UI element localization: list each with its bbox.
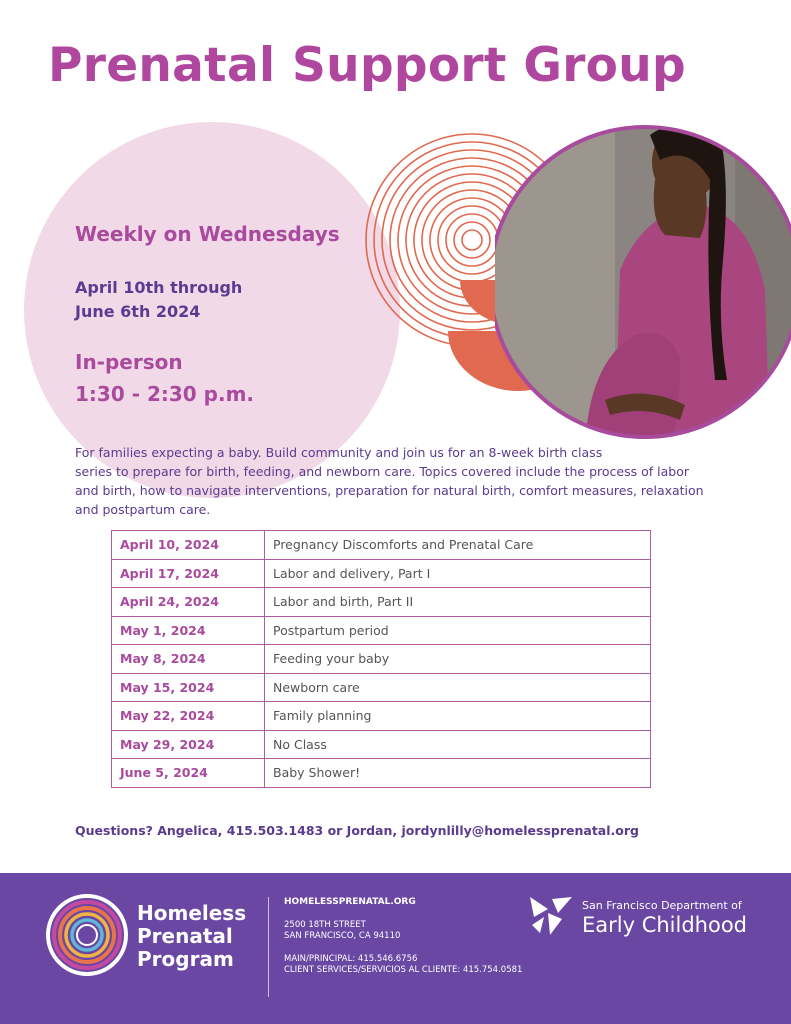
table-row [112,531,651,560]
sf-dec-logo-icon [528,895,576,937]
session-date: April 24, 2024 [112,588,265,617]
date-range-line: June 6th 2024 [75,302,201,321]
description-line: series to prepare for birth, feeding, and newborn care. Topics covered include the process of labor [75,464,689,479]
org-name [137,902,246,971]
org-phone-line: CLIENT SERVICES/SERVICIOS AL CLIENTE: 415.754.0581 [284,965,523,975]
org-name-line: Homeless [137,901,247,925]
date-range [75,276,242,324]
session-topic: Family planning [265,702,651,731]
session-topic: Labor and delivery, Part I [265,559,651,588]
table-row [112,559,651,588]
session-date: May 29, 2024 [112,730,265,759]
table-row [112,673,651,702]
footer-bar [0,873,791,1024]
session-topic: Postpartum period [265,616,651,645]
table-row [112,759,651,788]
table-row [112,645,651,674]
session-topic: Feeding your baby [265,645,651,674]
session-date: May 8, 2024 [112,645,265,674]
contact-questions: Questions? Angelica, 415.503.1483 or Jordan, jordynlilly@homelessprenatal.org [75,823,639,838]
description-line: and postpartum care. [75,502,211,517]
footer-divider [268,897,269,997]
org-name-line: Prenatal [137,924,233,948]
org-phone-line: MAIN/PRINCIPAL: 415.546.6756 [284,954,418,964]
table-row [112,616,651,645]
table-row [112,730,651,759]
session-date: April 17, 2024 [112,559,265,588]
session-topic: Labor and birth, Part II [265,588,651,617]
table-row [112,588,651,617]
class-schedule-table [111,530,651,788]
session-date: June 5, 2024 [112,759,265,788]
partner-department: San Francisco Department of [582,899,742,912]
session-date: April 10, 2024 [112,531,265,560]
program-description [75,443,725,519]
session-time: 1:30 - 2:30 p.m. [75,382,255,406]
partner-name: Early Childhood [582,913,748,937]
session-date: May 15, 2024 [112,673,265,702]
session-date: May 1, 2024 [112,616,265,645]
org-address-line: SAN FRANCISCO, CA 94110 [284,931,401,941]
session-topic: Baby Shower! [265,759,651,788]
date-range-line: April 10th through [75,278,243,297]
org-contact-info [284,897,522,976]
org-name-line: Program [137,947,234,971]
session-topic: Newborn care [265,673,651,702]
session-topic: No Class [265,730,651,759]
org-website[interactable]: HOMELESSPRENATAL.ORG [284,897,416,907]
description-line: For families expecting a baby. Build community and join us for an 8-week birth class [75,445,603,460]
page-title: Prenatal Support Group [48,38,686,93]
session-location: In-person [75,350,183,374]
hpp-logo-icon [45,893,129,977]
schedule-frequency: Weekly on Wednesdays [75,222,340,246]
table-row [112,702,651,731]
session-topic: Pregnancy Discomforts and Prenatal Care [265,531,651,560]
session-format [75,346,254,410]
session-date: May 22, 2024 [112,702,265,731]
description-line: and birth, how to navigate interventions, preparation for natural birth, comfort measures, relaxation [75,483,704,498]
portrait-photo [495,120,791,445]
org-address-line: 2500 18TH STREET [284,920,366,930]
